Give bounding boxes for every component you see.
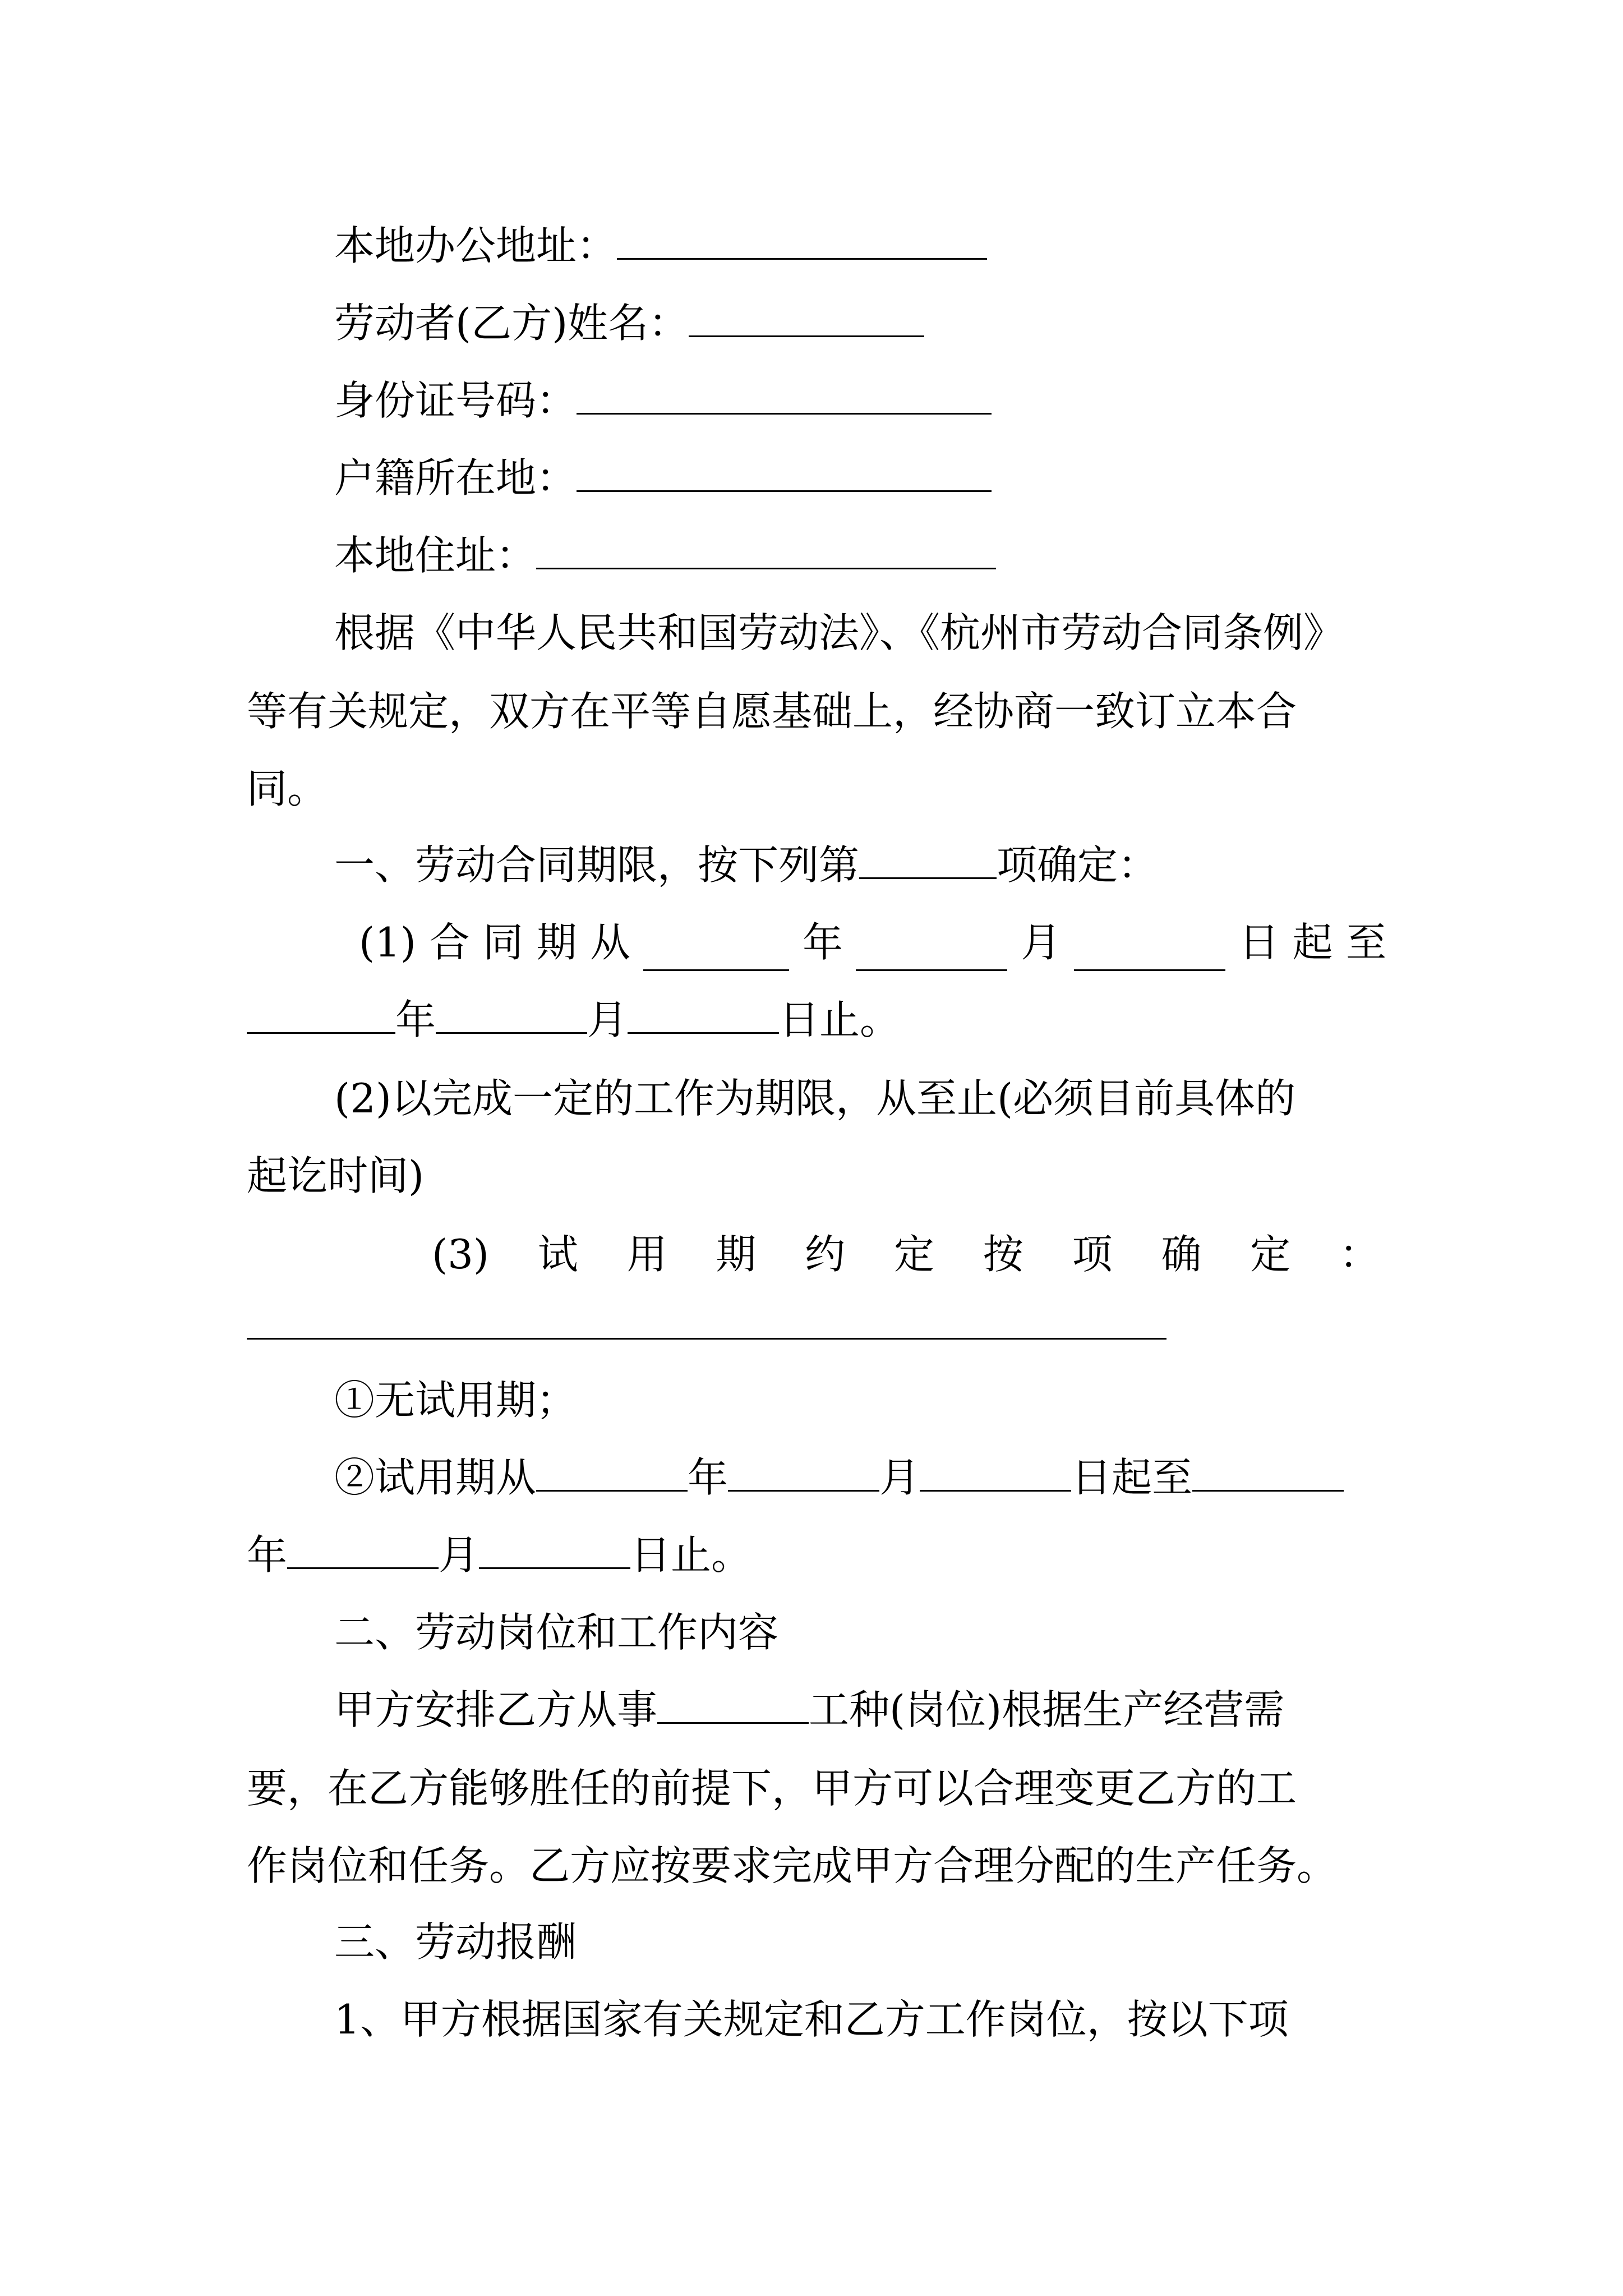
field-label: 户籍所在地： xyxy=(334,454,577,501)
end-month-blank xyxy=(436,998,587,1034)
char: 日 xyxy=(1238,919,1279,966)
char: 定 xyxy=(1250,1231,1291,1278)
probation-option-1: ①无试用期； xyxy=(334,1377,577,1424)
section-2-line-1 xyxy=(334,1683,1284,1737)
char: 按 xyxy=(983,1231,1023,1278)
month-label: 月 xyxy=(439,1531,479,1579)
option-2-start: ②试用期从 xyxy=(334,1454,537,1501)
month-label: 月 xyxy=(879,1454,920,1501)
section-2-title: 二、劳动岗位和工作内容 xyxy=(334,1609,779,1656)
day-label: 日起至 xyxy=(1071,1454,1193,1501)
char: 从 xyxy=(589,919,630,966)
probation-agreement-blank-line xyxy=(247,1338,1166,1340)
preamble-line-2: 等有关规定，双方在平等自愿基础上，经协商一致订立本合 xyxy=(247,688,1297,735)
section-1-title xyxy=(334,838,1158,892)
char: 期 xyxy=(716,1231,757,1278)
id-number-blank xyxy=(577,379,992,415)
term-item-1-line-2 xyxy=(247,993,900,1047)
char: 试 xyxy=(537,1231,578,1278)
probation-start-day-blank xyxy=(920,1456,1071,1492)
char: 起 xyxy=(1292,919,1333,966)
char: 合 xyxy=(429,919,470,966)
char: 项 xyxy=(1072,1231,1113,1278)
probation-start-month-blank xyxy=(728,1456,879,1492)
char: (3) xyxy=(432,1231,489,1278)
item-1-label: (1) xyxy=(359,919,416,966)
start-day-blank xyxy=(1074,915,1225,971)
char: ： xyxy=(1339,1231,1380,1278)
end-year-blank xyxy=(247,998,395,1034)
job-type-blank xyxy=(657,1688,809,1724)
section-2-line-3: 作岗位和任务。乙方应按要求完成甲方合理分配的生产任务。 xyxy=(247,1842,1338,1889)
field-worker-name xyxy=(334,296,924,350)
household-registration-blank xyxy=(577,456,992,492)
probation-start-year-blank xyxy=(536,1456,688,1492)
char: 约 xyxy=(805,1231,846,1278)
term-option-blank xyxy=(859,843,997,879)
char: 期 xyxy=(536,919,577,966)
end-label: 日止。 xyxy=(630,1531,752,1579)
field-office-address xyxy=(334,219,987,273)
field-household-registration xyxy=(334,451,992,505)
term-item-1-line-1 xyxy=(359,915,1386,971)
end-label: 日止。 xyxy=(779,996,901,1043)
start-year-blank xyxy=(643,915,789,971)
probation-end-year-blank xyxy=(1192,1456,1344,1492)
end-day-blank xyxy=(628,998,779,1034)
year-label: 年 xyxy=(395,996,436,1043)
local-address-blank xyxy=(536,533,996,569)
field-local-address xyxy=(334,528,996,582)
char: 用 xyxy=(626,1231,667,1278)
term-item-2-line-2: 起讫时间) xyxy=(247,1152,425,1199)
field-label: 本地住址： xyxy=(334,532,537,579)
probation-end-day-blank xyxy=(479,1533,630,1569)
section-1-title-start: 一、劳动合同期限，按下列第 xyxy=(334,841,860,889)
term-item-3 xyxy=(432,1227,1380,1281)
preamble-line-3: 同。 xyxy=(247,765,328,812)
section-2-line-1-start: 甲方安排乙方从事 xyxy=(334,1686,658,1733)
section-3-title: 三、劳动报酬 xyxy=(334,1918,577,1966)
section-2-line-1-end: 工种(岗位)根据生产经营需 xyxy=(809,1686,1285,1733)
year-label: 年 xyxy=(688,1454,728,1501)
field-label: 本地办公地址： xyxy=(334,222,617,269)
year-label: 年 xyxy=(802,919,843,966)
preamble-line-1: 根据《中华人民共和国劳动法》、《杭州市劳动合同条例》 xyxy=(334,609,1344,656)
worker-name-blank xyxy=(689,301,924,337)
char: 同 xyxy=(482,919,523,966)
section-2-line-2: 要，在乙方能够胜任的前提下，甲方可以合理变更乙方的工 xyxy=(247,1765,1297,1812)
section-3-line-1: 1、甲方根据国家有关规定和乙方工作岗位，按以下项 xyxy=(334,1996,1289,2043)
month-label: 月 xyxy=(587,996,628,1043)
probation-option-2-line-2 xyxy=(247,1528,751,1582)
start-month-blank xyxy=(856,915,1007,971)
probation-end-month-blank xyxy=(287,1533,439,1569)
probation-option-2-line-1 xyxy=(334,1451,1344,1504)
char: 定 xyxy=(893,1231,934,1278)
office-address-blank xyxy=(617,224,987,260)
char: 至 xyxy=(1345,919,1386,966)
field-label: 劳动者(乙方)姓名： xyxy=(334,300,689,347)
field-label: 身份证号码： xyxy=(334,377,577,424)
month-label: 月 xyxy=(1020,919,1061,966)
field-id-number xyxy=(334,374,992,427)
section-1-title-end: 项确定： xyxy=(997,841,1159,889)
term-item-2-line-1: (2)以完成一定的工作为期限，从至止(必须目前具体的 xyxy=(334,1075,1296,1122)
char: 确 xyxy=(1161,1231,1202,1278)
year-label: 年 xyxy=(247,1531,288,1579)
